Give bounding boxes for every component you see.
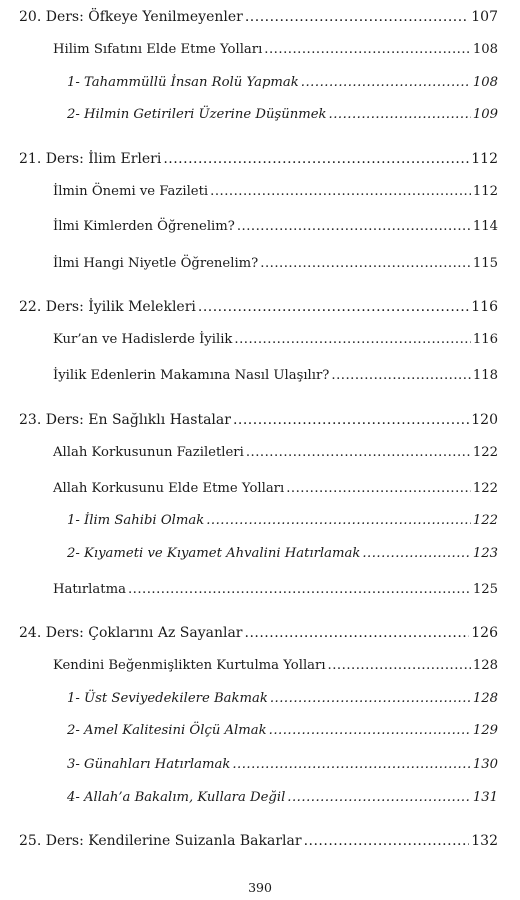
toc-section-row xyxy=(53,657,498,675)
toc-dot-leader xyxy=(245,624,470,642)
toc-entry-page: 114 xyxy=(472,219,498,234)
toc-dot-leader xyxy=(329,106,471,124)
toc-entry-title: 1- Tahammüllü İnsan Rolü Yapmak xyxy=(67,75,299,90)
toc-entry-title: Allah Korkusunu Elde Etme Yolları xyxy=(53,481,285,496)
toc-chapter-row xyxy=(19,411,498,429)
toc-subsection-row xyxy=(67,756,498,774)
toc-dot-leader xyxy=(234,331,470,349)
toc-dot-leader xyxy=(206,512,471,530)
toc-entry-title: 25. Ders: Kendilerine Suizanla Bakarlar xyxy=(19,833,302,849)
toc-section-row xyxy=(53,581,498,599)
toc-dot-leader xyxy=(287,789,471,807)
toc-chapter-row xyxy=(19,624,498,642)
toc-entry-title: Hilim Sıfatını Elde Etme Yolları xyxy=(53,42,263,57)
toc-subsection-row xyxy=(67,690,498,708)
toc-chapter-row xyxy=(19,298,498,316)
toc-chapter-row xyxy=(19,8,498,26)
toc-entry-page: 116 xyxy=(471,299,498,315)
toc-dot-leader xyxy=(237,218,471,236)
toc-entry-title: 4- Allah’a Bakalım, Kullara Değil xyxy=(67,790,286,805)
toc-entry-page: 116 xyxy=(472,332,498,347)
toc-dot-leader xyxy=(246,444,471,462)
toc-entry-page: 109 xyxy=(472,107,498,122)
toc-entry-title: İlmi Hangi Niyetle Öğrenelim? xyxy=(53,256,259,271)
toc-entry-title: 1- Üst Seviyedekilere Bakmak xyxy=(67,691,268,706)
toc-entry-page: 126 xyxy=(471,625,498,641)
toc-entry-title: 20. Ders: Öfkeye Yenilmeyenler xyxy=(19,9,243,25)
toc-dot-leader xyxy=(128,581,471,599)
toc-dot-leader xyxy=(304,832,470,850)
toc-entry-title: 3- Günahları Hatırlamak xyxy=(67,757,231,772)
toc-section-row xyxy=(53,367,498,385)
toc-subsection-row xyxy=(67,106,498,124)
toc-section-row xyxy=(53,331,498,349)
toc-dot-leader xyxy=(198,298,469,316)
toc-subsection-row xyxy=(67,512,498,530)
toc-chapter-row xyxy=(19,832,498,850)
toc-dot-leader xyxy=(362,545,470,563)
toc-entry-page: 120 xyxy=(471,412,498,428)
toc-entry-title: 2- Kıyameti ve Kıyamet Ahvalini Hatırlamak xyxy=(67,546,361,561)
toc-section-row xyxy=(53,183,498,201)
toc-section-row xyxy=(53,444,498,462)
toc-entry-page: 112 xyxy=(471,151,498,167)
toc-entry-page: 122 xyxy=(472,481,498,496)
toc-entry-page: 108 xyxy=(472,75,498,90)
toc-subsection-row xyxy=(67,545,498,563)
toc-entry-title: Hatırlatma xyxy=(53,582,126,597)
toc-dot-leader xyxy=(270,690,471,708)
toc-entry-page: 128 xyxy=(472,658,498,673)
toc-dot-leader xyxy=(210,183,471,201)
toc-entry-title: Kur’an ve Hadislerde İyilik xyxy=(53,332,233,347)
toc-entry-title: Kendini Beğenmişlikten Kurtulma Yolları xyxy=(53,658,326,673)
page-number: 390 xyxy=(248,880,272,895)
toc-dot-leader xyxy=(269,722,471,740)
toc-entry-title: İyilik Edenlerin Makamına Nasıl Ulaşılır? xyxy=(53,368,330,383)
toc-entry-page: 118 xyxy=(472,368,498,383)
toc-dot-leader xyxy=(245,8,469,26)
toc-entry-title: 23. Ders: En Sağlıklı Hastalar xyxy=(19,412,231,428)
toc-subsection-row xyxy=(67,722,498,740)
toc-dot-leader xyxy=(260,255,471,273)
toc-section-row xyxy=(53,41,498,59)
toc-entry-page: 107 xyxy=(471,9,498,25)
toc-entry-page: 115 xyxy=(472,256,498,271)
toc-entry-title: 2- Amel Kalitesini Ölçü Almak xyxy=(67,723,267,738)
toc-entry-page: 130 xyxy=(472,757,498,772)
toc-dot-leader xyxy=(163,150,469,168)
toc-section-row xyxy=(53,255,498,273)
toc-entry-page: 108 xyxy=(472,42,498,57)
toc-entry-title: 22. Ders: İyilik Melekleri xyxy=(19,299,196,315)
toc-entry-page: 125 xyxy=(472,582,498,597)
toc-subsection-row xyxy=(67,789,498,807)
toc-entry-title: 2- Hilmin Getirileri Üzerine Düşünmek xyxy=(67,107,327,122)
toc-entry-page: 129 xyxy=(472,723,498,738)
toc-dot-leader xyxy=(286,480,471,498)
toc-entry-title: Allah Korkusunun Faziletleri xyxy=(53,445,244,460)
toc-dot-leader xyxy=(264,41,471,59)
toc-section-row xyxy=(53,480,498,498)
toc-chapter-row xyxy=(19,150,498,168)
toc-entry-page: 131 xyxy=(472,790,498,805)
toc-entry-title: İlmin Önemi ve Fazileti xyxy=(53,184,209,199)
toc-subsection-row xyxy=(67,74,498,92)
toc-dot-leader xyxy=(301,74,471,92)
toc-entry-title: 24. Ders: Çoklarını Az Sayanlar xyxy=(19,625,243,641)
toc-entry-title: 21. Ders: İlim Erleri xyxy=(19,151,162,167)
toc-entry-page: 122 xyxy=(472,513,498,528)
toc-entry-page: 123 xyxy=(472,546,498,561)
toc-entry-page: 112 xyxy=(472,184,498,199)
toc-entry-page: 132 xyxy=(471,833,498,849)
toc-dot-leader xyxy=(233,411,469,429)
toc-section-row xyxy=(53,218,498,236)
toc-entry-page: 122 xyxy=(472,445,498,460)
toc-entry-title: 1- İlim Sahibi Olmak xyxy=(67,513,205,528)
toc-dot-leader xyxy=(328,657,471,675)
toc-dot-leader xyxy=(232,756,470,774)
toc-dot-leader xyxy=(331,367,470,385)
toc-entry-page: 128 xyxy=(472,691,498,706)
toc-entry-title: İlmi Kimlerden Öğrenelim? xyxy=(53,219,235,234)
